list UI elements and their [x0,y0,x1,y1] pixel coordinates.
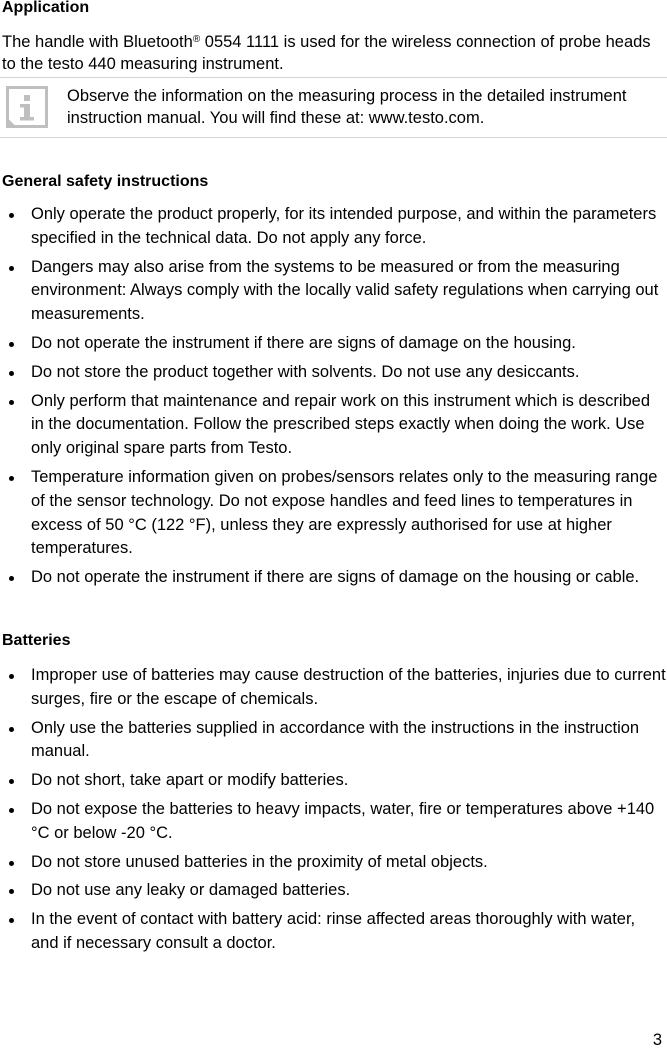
list-item-text: In the event of contact with battery acid: rinse affected areas thoroughly with water, and if necessary consult a doctor. [31,910,636,952]
list-item-text: Do not store unused batteries in the proximity of metal objects. [31,852,488,871]
info-icon [6,86,48,128]
list-item-text: Improper use of batteries may cause destruction of the batteries, injuries due to current surges, fire or the escape of chemicals. [31,666,666,708]
bullet-icon [9,266,14,271]
list-item-text: Do not short, take apart or modify batteries. [31,771,349,790]
list-item [0,332,667,356]
list-item [0,390,667,461]
list-item-text: Only perform that maintenance and repair work on this instrument which is described in the documentation. Follow the prescribed steps exactly when doing the work. Use only original spare parts from Testo. [31,391,651,458]
bullet-icon [9,371,14,376]
bullet-icon [9,674,14,679]
bullet-icon [9,918,14,923]
list-item [0,879,667,903]
list-item-text: Do not use any leaky or damaged batteries. [31,881,351,900]
safety-heading: General safety instructions [2,173,209,190]
intro-text-end: 0554 1111 is used for the wireless connection of probe heads to the testo 440 measuring instrument. [2,33,651,73]
bullet-icon [9,400,14,405]
list-item-text: Only operate the product properly, for its intended purpose, and within the parameters specified in the technical data. Do not apply any force. [31,205,657,247]
list-item-text: Only use the batteries supplied in accordance with the instructions in the instruction manual. [31,718,640,761]
intro-text-start: The handle with Bluetooth [2,33,193,51]
bullet-icon [9,889,14,894]
bullet-icon [9,213,14,218]
list-item [0,769,667,793]
bullet-icon [9,476,14,481]
batteries-heading: Batteries [2,632,71,649]
info-note [0,77,667,138]
list-item [0,466,667,561]
info-note-text: Observe the information on the measuring process in the detailed instrument instruction manual. You will find these at: www.testo.com. [67,87,627,127]
list-item-text: Dangers may also arise from the systems to be measured or from the measuring environment: Always comply with the locally valid safety regulations when carrying out measurements. [31,257,659,324]
bullet-icon [9,576,14,581]
registered-mark: ® [192,34,201,45]
list-item [0,717,667,765]
list-item [0,203,667,251]
list-item [0,566,667,590]
safety-list [0,203,667,595]
page-number: 3 [652,1031,662,1049]
list-item-text: Temperature information given on probes/sensors relates only to the measuring range of the sensor technology. Do not expose handles and feed lines to temperatures in excess of 50 °C (122 °F), unless they are expressly authorised for use at higher temperatures. [31,467,658,558]
bullet-icon [9,861,14,866]
list-item-text: Do not operate the instrument if there are signs of damage on the housing or cable. [31,568,640,587]
application-intro [2,31,662,75]
bullet-icon [9,779,14,784]
list-item [0,798,667,846]
bullet-icon [9,727,14,732]
list-item [0,256,667,327]
list-item [0,908,667,956]
list-item [0,361,667,385]
list-item [0,664,667,712]
bullet-icon [9,342,14,347]
list-item-text: Do not expose the batteries to heavy impacts, water, fire or temperatures above +140 °C or below -20 °C. [31,799,655,842]
list-item-text: Do not operate the instrument if there are signs of damage on the housing. [31,333,576,352]
list-item-text: Do not store the product together with solvents. Do not use any desiccants. [31,362,580,381]
application-heading: Application [2,0,90,16]
list-item [0,851,667,875]
batteries-list [0,664,667,961]
bullet-icon [9,808,14,813]
